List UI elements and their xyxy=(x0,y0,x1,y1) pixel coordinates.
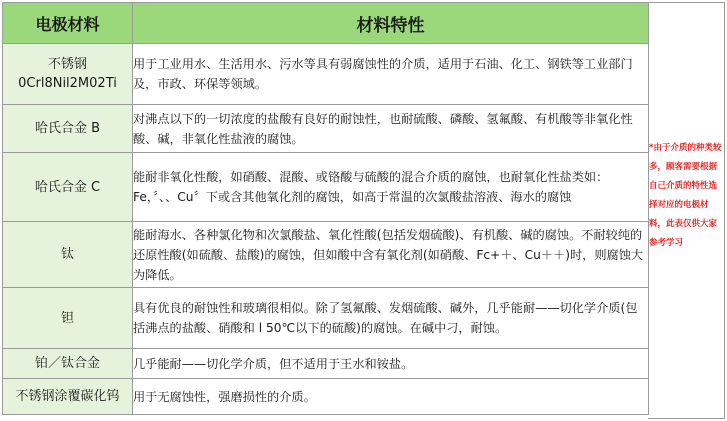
selection-note: *由于介质的种类较多，顾客需要根据自己介质的特性选择对应的电极材料，此表仅供大家参考学习 xyxy=(649,143,722,248)
table-header-row xyxy=(3,3,649,44)
header-property: 材料特性 xyxy=(133,3,649,44)
table-row xyxy=(3,153,649,222)
table-row xyxy=(3,222,649,288)
material-name: 铂／钛合金 xyxy=(3,349,133,379)
material-name: 钽 xyxy=(3,288,133,349)
table-row xyxy=(3,349,649,379)
material-description: 能耐非氧化性酸，如硝酸、混酸、或铬酸与硫酸的混合介质的腐蚀，也耐氧化性盐类如：Fe，〞、、Cu〞下或含其他氧化剂的腐蚀，如高于常温的次氯酸盐溶液、海水的腐蚀 xyxy=(133,153,649,222)
material-description: 用于无腐蚀性，强磨损性的介质。 xyxy=(133,379,649,415)
material-name: 哈氏合金 C xyxy=(3,153,133,222)
material-description: 具有优良的耐蚀性和玻璃很相似。除了氢氟酸、发烟硫酸、碱外，几乎能耐——切化学介质(包括沸点的盐酸、硝酸和 l 50℃以下的硫酸)的腐蚀。在碱中刁，耐蚀。 xyxy=(133,288,649,349)
material-name: 不锈钢 0Crl8Nil2M02Ti xyxy=(3,44,133,105)
material-description: 几乎能耐——切化学介质，但不适用于王水和铵盐。 xyxy=(133,349,649,379)
note-column xyxy=(648,2,725,419)
material-description: 用于工业用水、生活用水、污水等具有弱腐蚀性的介质，适用于石油、化工、钢铁等工业部门及，市政、环保等领域。 xyxy=(133,44,649,105)
table-row xyxy=(3,105,649,153)
table-row xyxy=(3,379,649,415)
material-name: 不锈钢涂覆碳化钨 xyxy=(3,379,133,415)
table-row xyxy=(3,44,649,105)
header-material: 电极材料 xyxy=(3,3,133,44)
material-description: 能耐海水、各种氯化物和次氯酸盐、氧化性酸(包括发烟硫酸)、有机酸、碱的腐蚀。不耐较纯的还原性酸(如硫酸、盐酸)的腐蚀，但如酸中含有氧化剂(如硝酸、Fc+＋、Cu＋＋)时，则腐蚀大为降低。 xyxy=(133,222,649,288)
material-description: 对沸点以下的一切浓度的盐酸有良好的耐蚀性，也耐硫酸、磷酸、氢氟酸、有机酸等非氧化性酸、碱，非氧化性盐液的腐蚀。 xyxy=(133,105,649,153)
material-name: 钛 xyxy=(3,222,133,288)
table-row xyxy=(3,288,649,349)
electrode-material-table xyxy=(2,2,649,415)
material-name: 哈氏合金 B xyxy=(3,105,133,153)
